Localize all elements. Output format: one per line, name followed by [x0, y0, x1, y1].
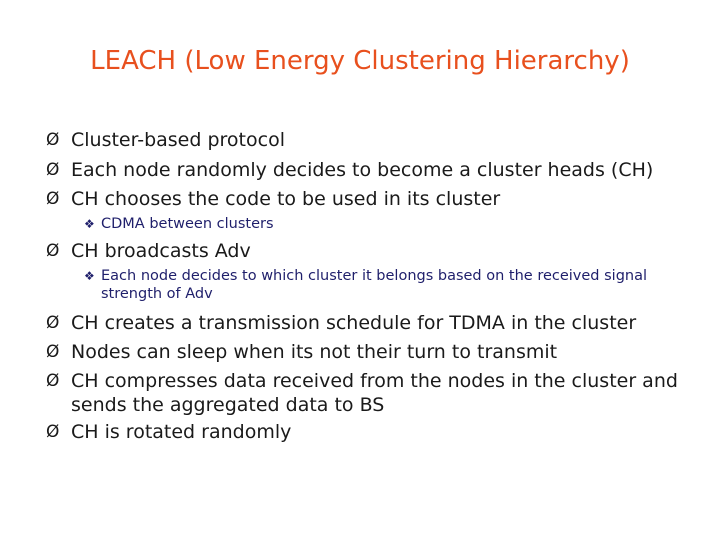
- arrow-bullet-icon: Ø: [46, 130, 60, 150]
- bullet-text: CH is rotated randomly: [71, 421, 292, 443]
- diamond-bullet-icon: ❖: [84, 217, 95, 231]
- bullet-item: [46, 128, 686, 152]
- bullet-item: [46, 158, 686, 182]
- bullet-item: [46, 187, 686, 211]
- arrow-bullet-icon: Ø: [46, 160, 60, 180]
- sub-bullet-text: CDMA between clusters: [101, 216, 274, 232]
- bullet-text: CH compresses data received from the nodes in the cluster and sends the aggregated data to BS: [71, 370, 678, 416]
- arrow-bullet-icon: Ø: [46, 241, 60, 261]
- arrow-bullet-icon: Ø: [46, 313, 60, 333]
- arrow-bullet-icon: Ø: [46, 371, 60, 391]
- bullet-text: Nodes can sleep when its not their turn to transmit: [71, 341, 558, 363]
- sub-bullet-item: [84, 215, 674, 233]
- bullet-item: [46, 420, 686, 444]
- slide-title: LEACH (Low Energy Clustering Hierarchy): [90, 46, 630, 76]
- bullet-item: [46, 239, 686, 263]
- bullet-text: Each node randomly decides to become a cluster heads (CH): [71, 159, 654, 181]
- sub-bullet-text: Each node decides to which cluster it belongs based on the received signal strength of Adv: [101, 268, 648, 302]
- bullet-text: CH creates a transmission schedule for TDMA in the cluster: [71, 312, 637, 334]
- arrow-bullet-icon: Ø: [46, 342, 60, 362]
- arrow-bullet-icon: Ø: [46, 422, 60, 442]
- arrow-bullet-icon: Ø: [46, 189, 60, 209]
- bullet-text: CH chooses the code to be used in its cluster: [71, 188, 501, 210]
- bullet-text: CH broadcasts Adv: [71, 240, 251, 262]
- sub-bullet-item: [84, 267, 674, 303]
- bullet-text: Cluster-based protocol: [71, 129, 285, 151]
- bullet-item: [46, 311, 686, 335]
- bullet-item: [46, 340, 686, 364]
- bullet-item: [46, 369, 686, 417]
- diamond-bullet-icon: ❖: [84, 269, 95, 283]
